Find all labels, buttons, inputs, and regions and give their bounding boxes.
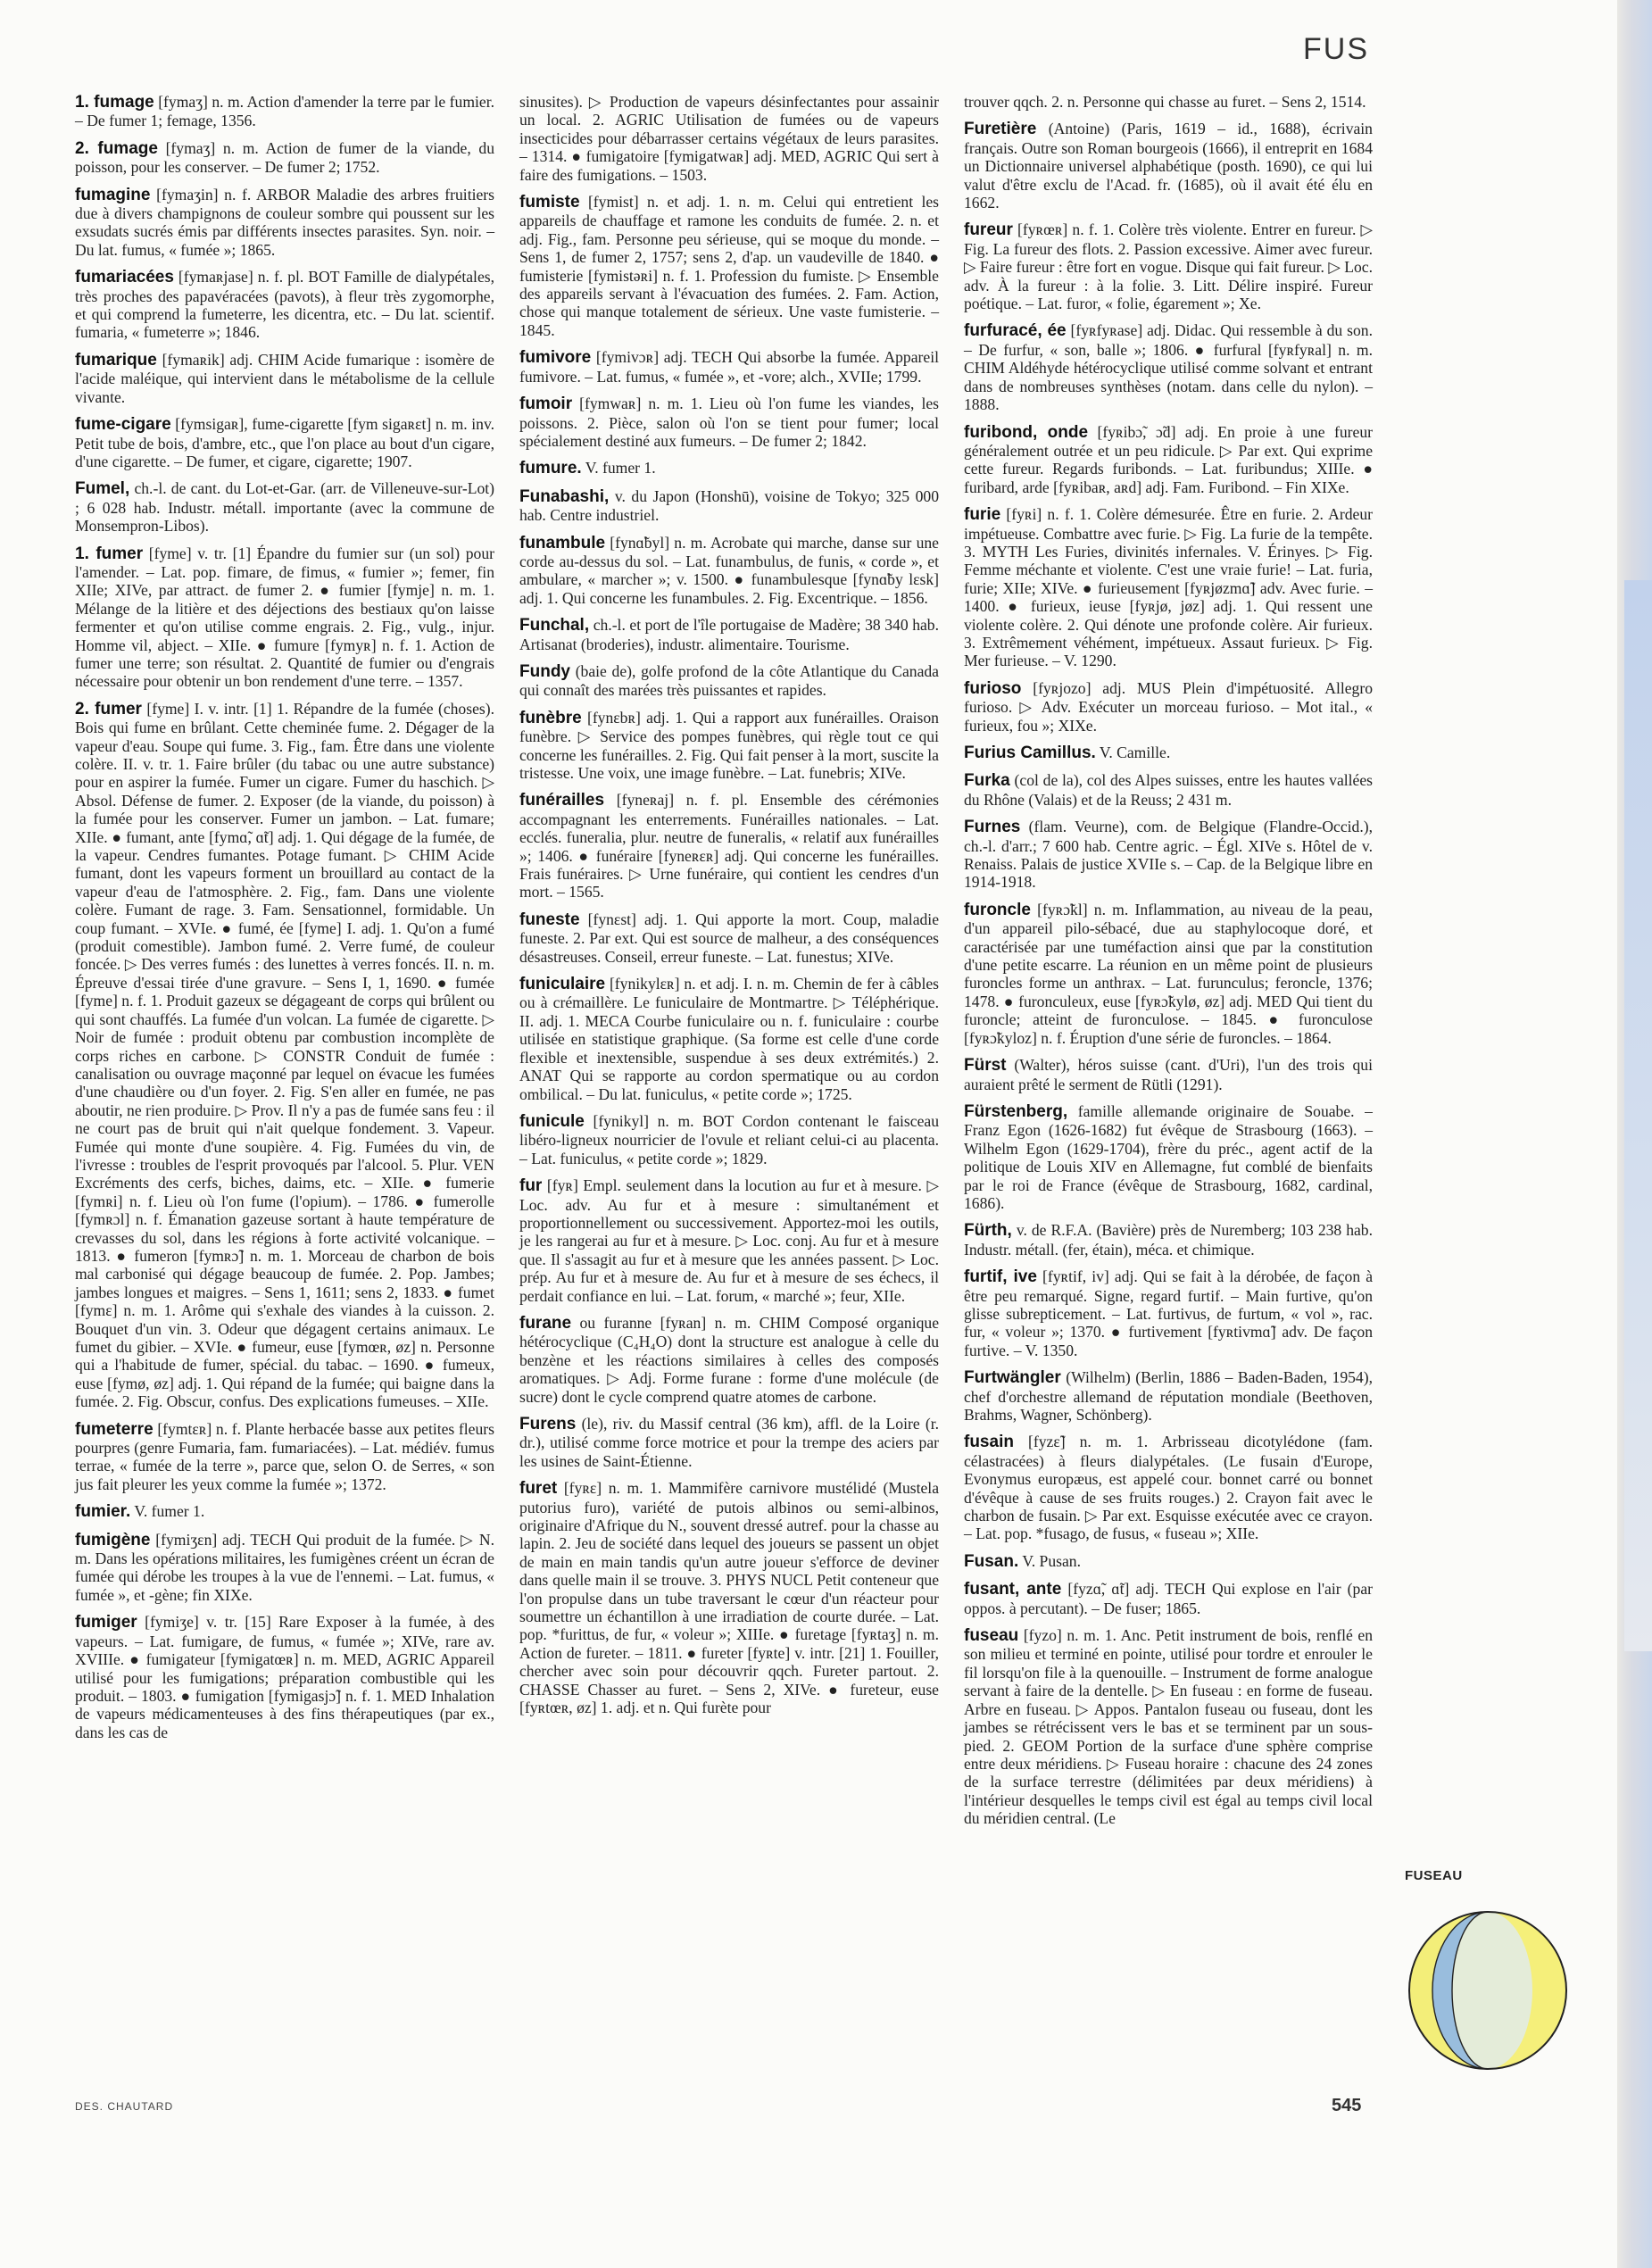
dictionary-entry bbox=[964, 120, 1373, 212]
entry-headword: Furka bbox=[964, 771, 1010, 791]
dictionary-entry bbox=[964, 1552, 1373, 1571]
dictionary-entry bbox=[519, 193, 939, 339]
entry-definition: (Walter), héros suisse (cant. d'Uri), l'un des trois qui auraient prêté le serment de Rütli (1291). bbox=[964, 1056, 1373, 1093]
dictionary-entry bbox=[519, 1176, 939, 1305]
entry-definition: [fyme] I. v. intr. [1] 1. Répandre de la fumée (choses). Bois qui fume en brûlant. Cette cheminée fume. 2. Dégager de la vapeur d'eau. Soupe qui fume. 3. Fig., fam. Être dans une violente colère. II. v. tr. 1. Faire brûler (du tabac ou une autre substance) pour en aspirer la fumée. Fumer un cigare. Fumer du haschich. ▷ Absol. Défense de fumer. 2. Exposer (de la viande, du poisson) à la fumée pour les conserver. Fumer un jambon. – Lat. fumare; XIIe. ● fumant, ante [fymɑ̃, ɑ̃t] adj. 1. Qui dégage de la fumée, de la vapeur. Cendres fumantes. Potage fumant. ▷ CHIM Acide fumant, dont les vapeurs forment un brouillard au contact de la vapeur d'eau de l'atmosphère. 2. Fig., fam. Dans une violente colère. Fumant de rage. 3. Fam. Sensationnel, formidable. Un coup fumant. – XVIe. ● fumé, ée [fyme] I. adj. 1. Qu'on a fumé (produit comestible). Jambon fumé. 2. Verre fumé, de couleur foncée. ▷ Des verres fumés : des lunettes à verres foncés. II. n. m. Épreuve d'essai tirée d'une gravure. – Sens I, 1, 1690. ● fumée [fyme] n. f. 1. Produit gazeux se dégageant de corps qui brûlent ou qui sont chauffés. La fumée d'un volcan. La fumée de cigarette. ▷ Noir de fumée : produit obtenu par combustion incomplète de corps riches en carbone. ▷ CONSTR Conduit de fumée : canalisation ou ouvrage maçonné par lequel on évacue les fumées d'une chaudière ou d'un foyer. 2. Fig. S'en aller en fumée, ne pas aboutir, ne rien produire. ▷ Prov. Il n'y a pas de fumée sans feu : il ne court pas de bruit qui n'ait quelque fondement. 3. Vapeur. Fumée qui monte d'une soupière. 4. Fig. Fumées du vin, de l'ivresse : troubles de l'esprit provoqués par l'alcool. 5. Plur. VEN Excréments des cerfs, biches, daims, etc. – XIIe. ● fumerie [fymʀi] n. f. Lieu où l'on fume (l'opium). – 1786. ● fumerolle [fymʀɔl] n. f. Émanation gazeuse sortant à haute température de crevasses du sol, dans les régions à forte activité volcanique. – 1813. ● fumeron [fymʀɔ̃] n. m. 1. Morceau de charbon de bois mal carbonisé qui dégage beaucoup de fumée. 2. Pop. Jambes; jambes longues et maigres. – Sens 1, 1611; sens 2, 1833. ● fumet [fymɛ] n. m. 1. Arôme qui s'exhale des viandes à la cuisson. 2. Bouquet d'un vin. 3. Odeur que dégagent certains animaux. Le fumet du gibier. – XVIe. ● fumeur, euse [fymœʀ, øz] n. Personne qui a l'habitude de fumer, spécial. du tabac. – 1690. ● fumeux, euse [fymø, øz] adj. 1. Qui répand de la fumée; qui baigne dans la fumée. 2. Fig. Obscur, confus. Des explications fumeuses. – XIIe. bbox=[75, 699, 494, 1411]
entry-definition: [fymaʒin] n. f. ARBOR Maladie des arbres fruitiers due à divers champignons de couleur sombre qui poussent sur les exsudats sucrés émis par différents insectes parasites. Syn. noir. – Du lat. fumus, « fumée »; 1865. bbox=[75, 185, 494, 259]
dictionary-entry bbox=[519, 487, 939, 525]
entry-definition: [fyzɑ̃, ɑ̃t] adj. TECH Qui explose en l'air (par oppos. à percutant). – De fuser; 1865. bbox=[964, 1580, 1373, 1617]
entry-headword: fumier. bbox=[75, 1502, 131, 1522]
dictionary-entry bbox=[75, 1502, 494, 1521]
entry-headword: furet bbox=[519, 1479, 558, 1499]
dictionary-entry bbox=[519, 534, 939, 608]
entry-definition: v. du Japon (Honshū), voisine de Tokyo; 325 000 hab. Centre industriel. bbox=[519, 486, 939, 525]
dictionary-entry bbox=[75, 186, 494, 260]
entry-headword: Funabashi, bbox=[519, 486, 610, 506]
dictionary-entry bbox=[75, 415, 494, 470]
entry-headword: fumoir bbox=[519, 395, 573, 414]
entry-headword: fumarique bbox=[75, 350, 157, 370]
entry-headword: Furens bbox=[519, 1415, 577, 1433]
dictionary-entry bbox=[75, 544, 494, 691]
entry-definition: [fyʀtif, iv] adj. Qui se fait à la dérobée, de façon à être peu remarqué. Signe, regard furtif. – Main furtive, qu'on glisse subrepticement. – Lat. furtivus, de furtum, « vol », rac. fur, « voleur »; 1370. ● furtivement [fyʀtivmɑ̃] adv. De façon furtive. – V. 1350. bbox=[964, 1267, 1374, 1359]
entry-definition: [fyzo] n. m. 1. Anc. Petit instrument de bois, renflé en son milieu et terminé en pointe, utilisé pour tordre et enrouler le fil lorsqu'on file à la quenouille. – Instrument de forme analogue servant à faire de la dentelle. ▷ En fuseau : en forme de fuseau. Arbre en fuseau. ▷ Appos. Pantalon fuseau ou fuseau, dont les jambes se rétrécissent vers le bas et se terminent par un sous-pied. 2. GEOM Portion de la surface d'une sphère comprise entre deux méridiens. ▷ Fuseau horaire : chacune des 24 zones de la surface terrestre (délimitées par deux méridiens) à l'intérieur desquelles le temps civil est égal au temps civil local du méridien central. (Le bbox=[964, 1626, 1373, 1828]
dictionary-entry bbox=[964, 423, 1373, 497]
entry-headword: Furius Camillus. bbox=[964, 744, 1096, 762]
entry-definition: [fymiʒɛn] adj. TECH Qui produit de la fumée. ▷ N. m. Dans les opérations militaires, les fumigènes créent un écran de fumée qui dérobe les troupes à la vue de l'ennemi. – Lat. fumus, « fumée », et -gène; fin XIXe. bbox=[75, 1530, 495, 1604]
figure-label: FUSEAU bbox=[1405, 1868, 1463, 1883]
illustration-credit: DES. CHAUTARD bbox=[75, 2100, 174, 2113]
entry-definition: [fyʀjozo] adj. MUS Plein d'impétuosité. Allegro furioso. ▷ Adv. Exécuter un morceau furioso. – Mot ital., « furieux, fou »; XIXe. bbox=[964, 678, 1373, 735]
dictionary-entry bbox=[75, 700, 494, 1411]
entry-definition: [fymaʀik] adj. CHIM Acide fumarique : isomère de l'acide maléique, qui intervient dans le métabolisme de la cellule vivante. bbox=[75, 350, 494, 406]
dictionary-entry bbox=[75, 1420, 494, 1494]
entry-definition: [fymaʀjase] n. f. pl. BOT Famille de dialypétales, très proches des papavéracées (pavots), à fleur très zygomorphe, et qui comprend la fumeterre, les dicentra, etc. – Du lat. scientif. fumaria, « fumeterre »; 1846. bbox=[75, 268, 494, 342]
entry-definition: [fyʀɔ̃kl] n. m. Inflammation, au niveau de la peau, d'un appareil pilo-sébacé, due au staphylocoque doré, et caractérisée par une tuméfaction ainsi que par la constitution d'une petite escarre. La réunion en un même point de plusieurs furoncles forme un anthrax. – Lat. furunculus; feroncle, 1376; 1478. ● furonculeux, euse [fyʀɔ̃kylø, øz] adj. MED Qui tient du furoncle; atteint de furonculose. – 1845. ● furonculose [fyʀɔ̃kyloz] n. f. Éruption d'une série de furoncles. – 1864. bbox=[964, 900, 1373, 1047]
entry-definition: V. Pusan. bbox=[1022, 1551, 1081, 1570]
dictionary-entry bbox=[75, 93, 494, 130]
dictionary-entry bbox=[519, 910, 939, 966]
dictionary-entry bbox=[519, 459, 939, 478]
entry-definition: V. fumer 1. bbox=[585, 459, 656, 478]
entry-headword: funérailles bbox=[519, 791, 605, 810]
entry-definition: (Wilhelm) (Berlin, 1886 – Baden-Baden, 1954), chef d'orchestre allemand de réputation mondiale (Beethoven, Brahms, Wagner, Schönberg). bbox=[964, 1368, 1373, 1424]
entry-headword: 2. fumer bbox=[75, 699, 142, 719]
dictionary-entry bbox=[519, 1415, 939, 1470]
entry-headword: 1. fumer bbox=[75, 544, 144, 563]
dictionary-entry bbox=[519, 93, 939, 184]
dictionary-entry bbox=[75, 479, 494, 535]
dictionary-entry bbox=[519, 395, 939, 450]
dictionary-entry bbox=[519, 662, 939, 700]
dictionary-entry bbox=[964, 1626, 1373, 1827]
entry-definition: [fynɛbʀ] adj. 1. Qui a rapport aux funérailles. Oraison funèbre. ▷ Service des pompes funèbres, qui règle tout ce qui concerne les funérailles. 2. Fig. Qui fait penser à la mort, suscite la tristesse. Une voix, une image funèbre. – Lat. funebris; XIVe. bbox=[519, 708, 939, 782]
entry-headword: funiculaire bbox=[519, 975, 606, 994]
running-head: FUS bbox=[1303, 32, 1369, 66]
entry-headword: Fürstenberg, bbox=[964, 1101, 1068, 1121]
entry-headword: 2. fumage bbox=[75, 138, 158, 158]
entry-headword: furibond, onde bbox=[964, 422, 1089, 442]
fuseau-globe-illustration bbox=[1403, 1901, 1573, 2080]
entry-definition: [fyneʀaj] n. f. pl. Ensemble des cérémonies accompagnant les enterrements. Funérailles nationales. – Lat. ecclés. funeralia, plur. neutre de funeralis, « relatif aux funérailles »; 1406. ● funéraire [fyneʀɛʀ] adj. Qui concerne les funérailles. Frais funéraires. ▷ Urne funéraire, qui contient les cendres d'un mort. – 1565. bbox=[519, 791, 939, 901]
entry-headword: 1. fumage bbox=[75, 93, 154, 112]
entry-headword: fume-cigare bbox=[75, 415, 171, 435]
entry-definition: [fynɑ̃byl] n. m. Acrobate qui marche, danse sur une corde au-dessus du sol. – Lat. funambulus, de funis, « corde », et ambulare, « marcher »; v. 1500. ● funambulesque [fynɑ̃by lɛsk] adj. 1. Qui concerne les funambules. 2. Fig. Excentrique. – 1856. bbox=[519, 533, 939, 607]
dictionary-entry bbox=[519, 1112, 939, 1167]
entry-definition: ch.-l. de cant. du Lot-et-Gar. (arr. de Villeneuve-sur-Lot) ; 6 028 hab. Industr. métall. importante (avec la commune de Monsempron-Libos). bbox=[75, 479, 494, 536]
entry-headword: Fusan. bbox=[964, 1551, 1019, 1571]
dictionary-entry bbox=[519, 975, 939, 1103]
dictionary-entry bbox=[964, 1102, 1373, 1212]
page-number: 545 bbox=[1332, 2096, 1362, 2115]
entry-definition: [fymsigaʀ], fume-cigarette [fym sigaʀɛt] n. m. inv. Petit tube de bois, d'ambre, etc., que l'on place au bout d'un cigare, d'une cigarette. – De fumer, et cigare, cigarette; 1907. bbox=[75, 415, 495, 470]
entry-definition: sinusites). ▷ Production de vapeurs désinfectantes pour assainir un local. 2. AGRIC Utilisation de fumées ou de vapeurs insecticides pour débarrasser certains végétaux de leurs parasites. – 1314. ● fumigatoire [fymigatwaʀ] adj. MED, AGRIC Qui sert à faire des fumigations. – 1503. bbox=[519, 93, 939, 184]
entry-headword: fuseau bbox=[964, 1626, 1019, 1646]
dictionary-entry bbox=[964, 1580, 1373, 1617]
entry-headword: fumigène bbox=[75, 1530, 151, 1549]
entry-definition: [fymist] n. et adj. 1. n. m. Celui qui entretient les appareils de chauffage et ramone les conduits de fumée. 2. n. et adj. Fig., fam. Personne peu sérieuse, qui se moque du monde. – Sens 1, de fumer 2, 1757; sens 2, d'ap. un vaudeville de 1840. ● fumisterie [fymistəʀi] n. f. 1. Profession du fumiste. ▷ Ensemble des appareils servant à l'évacuation des fumées. 2. Fam. Action, chose qui manque totalement de sérieux. Une vaste fumisterie. – 1845. bbox=[519, 193, 939, 339]
entry-definition: V. Camille. bbox=[1099, 744, 1171, 761]
entry-definition: [fynɛst] adj. 1. Qui apporte la mort. Coup, maladie funeste. 2. Par ext. Qui est source de malheur, a des conséquences désastreuses. Conseil, erreur funeste. – Lat. funestus; XIVe. bbox=[519, 910, 939, 966]
background-edge bbox=[1617, 0, 1652, 2268]
dictionary-entry bbox=[519, 348, 939, 386]
dictionary-entry bbox=[519, 616, 939, 653]
entry-headword: fumiste bbox=[519, 193, 580, 212]
entry-definition: (le), riv. du Massif central (36 km), affl. de la Loire (r. dr.), utilisé comme force motrice et pour la trempe des aciers par les usines de Saint-Étienne. bbox=[519, 1415, 939, 1470]
dictionary-entry bbox=[519, 1314, 939, 1406]
entry-definition: [fymiʒe] v. tr. [15] Rare Exposer à la fumée, à des vapeurs. – Lat. fumigare, de fumus, « fumée »; XIVe, rare av. XVIIIe. ● fumigateur [fymigatœʀ] n. m. MED, AGRIC Appareil utilisé pour les fumigations; préparation combustible qui les produit. – 1803. ● fumigation [fymigasjɔ̃] n. f. 1. MED Inhalation de vapeurs médicamenteuses à des fins thérapeutiques (par ex., dans les cas de bbox=[75, 1613, 495, 1741]
entry-headword: fumiger bbox=[75, 1613, 137, 1632]
entry-definition: [fyʀ] Empl. seulement dans la locution au fur et à mesure. ▷ Loc. adv. Au fur et à mesure : simultanément et proportionnellement ou successivement. Apportez-moi les outils, je les rangerai au fur et à mesure. ▷ Loc. conj. Au fur et à mesure que. Il s'assagit au fur et à mesure que les années passent. ▷ Loc. prép. Au fur et à mesure de. Au fur et à mesure de ses échecs, il perdait confiance en lui. – Lat. forum, « marché »; feur, XIIe. bbox=[519, 1176, 939, 1305]
entry-definition: ch.-l. et port de l'île portugaise de Madère; 38 340 hab. Artisanat (broderies), industr. alimentaire. Tourisme. bbox=[519, 616, 939, 653]
entry-headword: furoncle bbox=[964, 900, 1031, 919]
entry-headword: funeste bbox=[519, 910, 580, 929]
entry-definition: [fymwaʀ] n. m. 1. Lieu où l'on fume les viandes, les poissons. 2. Pièce, salon où l'on se tient pour fumer; local spécialement destiné aux fumeurs. – De fumer 2; 1842. bbox=[519, 395, 939, 450]
entry-headword: fumeterre bbox=[75, 1419, 154, 1439]
background-tab bbox=[1624, 580, 1652, 1651]
dictionary-entry bbox=[519, 1479, 939, 1716]
entry-definition: [fymaʒ] n. m. Action de fumer de la viande, du poisson, pour les conserver. – De fumer 2; 1752. bbox=[75, 138, 494, 177]
entry-headword: funambule bbox=[519, 533, 606, 552]
entry-definition: [fyʀfyʀase] adj. Didac. Qui ressemble à du son. – De furfur, « son, balle »; 1806. ● furfural [fyʀfyʀal] n. m. CHIM Aldéhyde hétérocyclique utilisé comme solvant et entrant dans de nombreuses synthèses (notam. dans celle du nylon). – 1888. bbox=[964, 321, 1374, 414]
entry-headword: furioso bbox=[964, 678, 1022, 698]
entry-headword: funicule bbox=[519, 1111, 585, 1131]
entry-headword: Fundy bbox=[519, 661, 570, 681]
entry-definition: [fyzɛ̃] n. m. 1. Arbrisseau dicotylédone (fam. célastracées) à fleurs dialypétales. (Le fusain d'Europe, Evonymus europæus, est appelé cour. bonnet carré ou bonnet d'évêque à cause de ses fruits rouges.) 2. Crayon fait avec le charbon de fusain. ▷ Par ext. Esquisse exécutée avec ce crayon. – Lat. pop. *fusago, de fusus, « fuseau »; XIIe. bbox=[964, 1433, 1373, 1543]
entry-headword: furane bbox=[519, 1313, 572, 1333]
entry-headword: fumariacées bbox=[75, 268, 174, 287]
entry-headword: fusant, ante bbox=[964, 1580, 1062, 1599]
dictionary-entry bbox=[964, 1368, 1373, 1424]
dictionary-entry bbox=[964, 771, 1373, 809]
entry-headword: Fumel, bbox=[75, 479, 130, 499]
dictionary-entry bbox=[964, 1056, 1373, 1093]
dictionary-entry bbox=[964, 901, 1373, 1047]
entry-definition: [fymaʒ] n. m. Action d'amender la terre par le fumier. – De fumer 1; femage, 1356. bbox=[75, 93, 494, 130]
entry-definition: [fyʀi] n. f. 1. Colère démesurée. Être en furie. 2. Ardeur impétueuse. Combattre avec furie. ▷ Fig. La furie de la tempête. 3. MYTH Les Furies, divinités infernales. V. Érinyes. ▷ Fig. Femme méchante et violente. C'est une vraie furie! – Lat. furia, furie; XIIe; XIVe. ● furieusement [fyʀjøzmɑ̃] adv. Avec furie. – 1400. ● furieux, ieuse [fyʀjø, jøz] adj. 1. Qui ressent une violente colère. 2. Qui dénote une profonde colère. Air furieux. 3. Extrêmement véhément, impétueux. Assaut furieux. ▷ Fig. Mer furieuse. – V. 1290. bbox=[964, 505, 1373, 670]
dictionary-entry bbox=[964, 1267, 1373, 1359]
entry-definition: [fyʀibɔ̃, ɔ̃d] adj. En proie à une fureur généralement outrée et un peu ridicule. ▷ Par ext. Qui exprime cette fureur. Regards furibonds. – Lat. furibundus; XIIIe. ● furibard, arde [fyʀibaʀ, aʀd] adj. Fam. Furibond. – Fin XIXe. bbox=[964, 422, 1373, 496]
column-3 bbox=[964, 93, 1373, 1837]
entry-headword: fumivore bbox=[519, 348, 592, 368]
entry-definition: [fymtɛʀ] n. f. Plante herbacée basse aux petites fleurs pourpres (genre Fumaria, fam. fumariacées). – Lat. médiév. fumus terrae, « fumée de la terre », parce que, selon O. de Serres, « son jus fait pleurer les yeux comme la fumée »; 1372. bbox=[75, 1419, 494, 1493]
dictionary-entry bbox=[964, 818, 1373, 892]
entry-headword: fur bbox=[519, 1176, 543, 1196]
entry-definition: (col de la), col des Alpes suisses, entre les hautes vallées du Rhône (Valais) et de la Reuss; 2 431 m. bbox=[964, 771, 1373, 809]
entry-headword: Fürst bbox=[964, 1056, 1007, 1076]
entry-headword: Furtwängler bbox=[964, 1368, 1061, 1388]
entry-headword: fureur bbox=[964, 220, 1013, 240]
dictionary-entry bbox=[75, 1613, 494, 1741]
entry-definition: (Antoine) (Paris, 1619 – id., 1688), écrivain français. Outre son Roman bourgeois (1666), il entreprit en 1684 un Dictionnaire universel alphabétique (posth. 1690), ce qui lui valut d'être exclu de l'Acad. fr. (1685), où il avait été élu en 1662. bbox=[964, 120, 1373, 212]
entry-headword: Funchal, bbox=[519, 616, 590, 636]
entry-definition: [fyʀɛ] n. m. 1. Mammifère carnivore mustélidé (Mustela putorius furo), variété de putois albinos ou semi-albinos, originaire d'Afrique du N., souvent dressé autref. pour la chasse au lapin. 2. Jeu de société dans lequel des joueurs se passent un objet de main en main tandis qu'un autre joueur s'efforce de deviner dans quelle main il se trouve. 3. PHYS NUCL Petit conteneur que l'on propulse dans un tube traversant le cœur d'un réacteur pour soumettre un échantillon à une irradiation de courte durée. – Lat. pop. *furittus, de fur, « voleur »; XIIIe. ● furetage [fyʀtaʒ] n. m. Action de fureter. – 1811. ● fureter [fyʀte] v. intr. [21] 1. Fouiller, chercher avec soin pour découvrir qqch. Fureter partout. 2. CHASSE Chasser au furet. – Sens 2, XIVe. ● fureteur, euse [fyʀtœʀ, øz] 1. adj. et n. Qui furète pour bbox=[519, 1479, 939, 1717]
column-2 bbox=[519, 93, 939, 1726]
dictionary-entry bbox=[964, 744, 1373, 762]
entry-headword: fumure. bbox=[519, 459, 582, 478]
dictionary-entry bbox=[964, 220, 1373, 312]
dictionary-entry bbox=[75, 351, 494, 406]
entry-definition: [fyʀœʀ] n. f. 1. Colère très violente. Entrer en fureur. ▷ Fig. La fureur des flots. 2. Passion excessive. Aimer avec fureur. ▷ Faire fureur : être fort en vogue. Disque qui fait fureur. ▷ Loc. adv. À la fureur : à la folie. 3. Litt. Délire inspiré. Fureur poétique. – Lat. furor, « folie, égarement »; Xe. bbox=[964, 220, 1373, 313]
dictionary-entry bbox=[964, 505, 1373, 670]
entry-headword: Furnes bbox=[964, 818, 1021, 837]
dictionary-entry bbox=[519, 709, 939, 783]
column-1 bbox=[75, 93, 494, 1750]
entry-headword: furie bbox=[964, 505, 1001, 525]
entry-definition: [fyme] v. tr. [1] Épandre du fumier sur (un sol) pour l'amender. – Lat. pop. fimare, de fimus, « fumier »; femer, fin XIIe; XIVe, par attract. de fumer 2. ● fumier [fymje] n. m. 1. Mélange de la litière et des déjections des bestiaux qu'on laisse fermenter et qu'on utilise comme engrais. 2. Fig., vulg., injur. Homme vil, abject. – XIIe. ● fumure [fymyʀ] n. f. 1. Action de fumer une terre; son résultat. 2. Quantité de fumier ou d'engrais nécessaire pour obtenir un bon rendement d'une terre. – 1357. bbox=[75, 544, 495, 691]
entry-definition: v. de R.F.A. (Bavière) près de Nuremberg; 103 238 hab. Industr. métall. (fer, étain), méca. et chimique. bbox=[964, 1221, 1373, 1259]
entry-definition: famille allemande originaire de Souabe. – Franz Egon (1626-1682) fut évêque de Strasbourg (1663). – Wilhelm Egon (1629-1704), frère du préc., agent actif de la politique de Louis XIV en Allemagne, fut comblé de bienfaits par le roi de France (évêque de Strasbourg, 1682, cardinal, 1686). bbox=[964, 1101, 1373, 1212]
entry-definition: V. fumer 1. bbox=[134, 1502, 205, 1521]
entry-headword: furtif, ive bbox=[964, 1267, 1037, 1287]
entry-headword: funèbre bbox=[519, 708, 582, 727]
entry-definition: (baie de), golfe profond de la côte Atlantique du Canada qui connaît des marées très puissantes et rapides. bbox=[519, 661, 939, 700]
entry-definition: [fymivɔʀ] adj. TECH Qui absorbe la fumée. Appareil fumivore. – Lat. fumus, « fumée », et -vore; alch., XVIIe; 1799. bbox=[519, 348, 939, 386]
entry-headword: fusain bbox=[964, 1433, 1014, 1452]
dictionary-entry bbox=[964, 1433, 1373, 1542]
entry-headword: Fürth, bbox=[964, 1221, 1012, 1241]
entry-headword: furfuracé, ée bbox=[964, 321, 1067, 341]
entry-headword: fumagine bbox=[75, 185, 151, 204]
dictionary-entry bbox=[964, 321, 1373, 413]
dictionary-entry bbox=[75, 1531, 494, 1605]
dictionary-entry bbox=[75, 139, 494, 177]
entry-definition: [fynikyl] n. m. BOT Cordon contenant le faisceau libéro-ligneux nourricier de l'ovule et reliant celui-ci au placenta. – Lat. funiculus, « petite corde »; 1829. bbox=[519, 1111, 939, 1167]
entry-definition: ou furanne [fyʀan] n. m. CHIM Composé organique hétérocyclique (C₄H₄O) dont la structure est analogue à celle du benzène et les réactions similaires à celles des composés aromatiques. ▷ Adj. Forme furane : forme d'une molécule (de sucre) dont le cycle comprend quatre atomes de carbone. bbox=[519, 1313, 939, 1406]
dictionary-entry bbox=[75, 268, 494, 342]
dictionary-entry bbox=[964, 93, 1373, 111]
entry-headword: Furetière bbox=[964, 120, 1037, 139]
dictionary-entry bbox=[519, 791, 939, 901]
dictionary-entry bbox=[964, 679, 1373, 735]
entry-definition: (flam. Veurne), com. de Belgique (Flandre-Occid.), ch.-l. d'arr.; 7 600 hab. Centre agric. – Égl. XIVe s. Hôtel de v. Renaiss. Palais de justice XVIIe s. – Cap. de la Belgique libre en 1914-1918. bbox=[964, 818, 1373, 892]
entry-definition: [fynikylɛʀ] n. et adj. I. n. m. Chemin de fer à câbles ou à crémaillère. Le funiculaire de Montmartre. ▷ Téléphérique. II. adj. 1. MECA Courbe funiculaire ou n. f. funiculaire : courbe utilisée en statistique graphique. (Sa forme est celle d'une corde flexible et inextensible, suspendue à ses deux extrémités.) 2. ANAT Qui se rapporte au cordon spermatique ou au cordon ombilical. – Du lat. funiculus, « petite corde »; 1725. bbox=[519, 975, 939, 1103]
dictionary-entry bbox=[964, 1221, 1373, 1259]
entry-definition: trouver qqch. 2. n. Personne qui chasse au furet. – Sens 2, 1514. bbox=[964, 93, 1366, 111]
